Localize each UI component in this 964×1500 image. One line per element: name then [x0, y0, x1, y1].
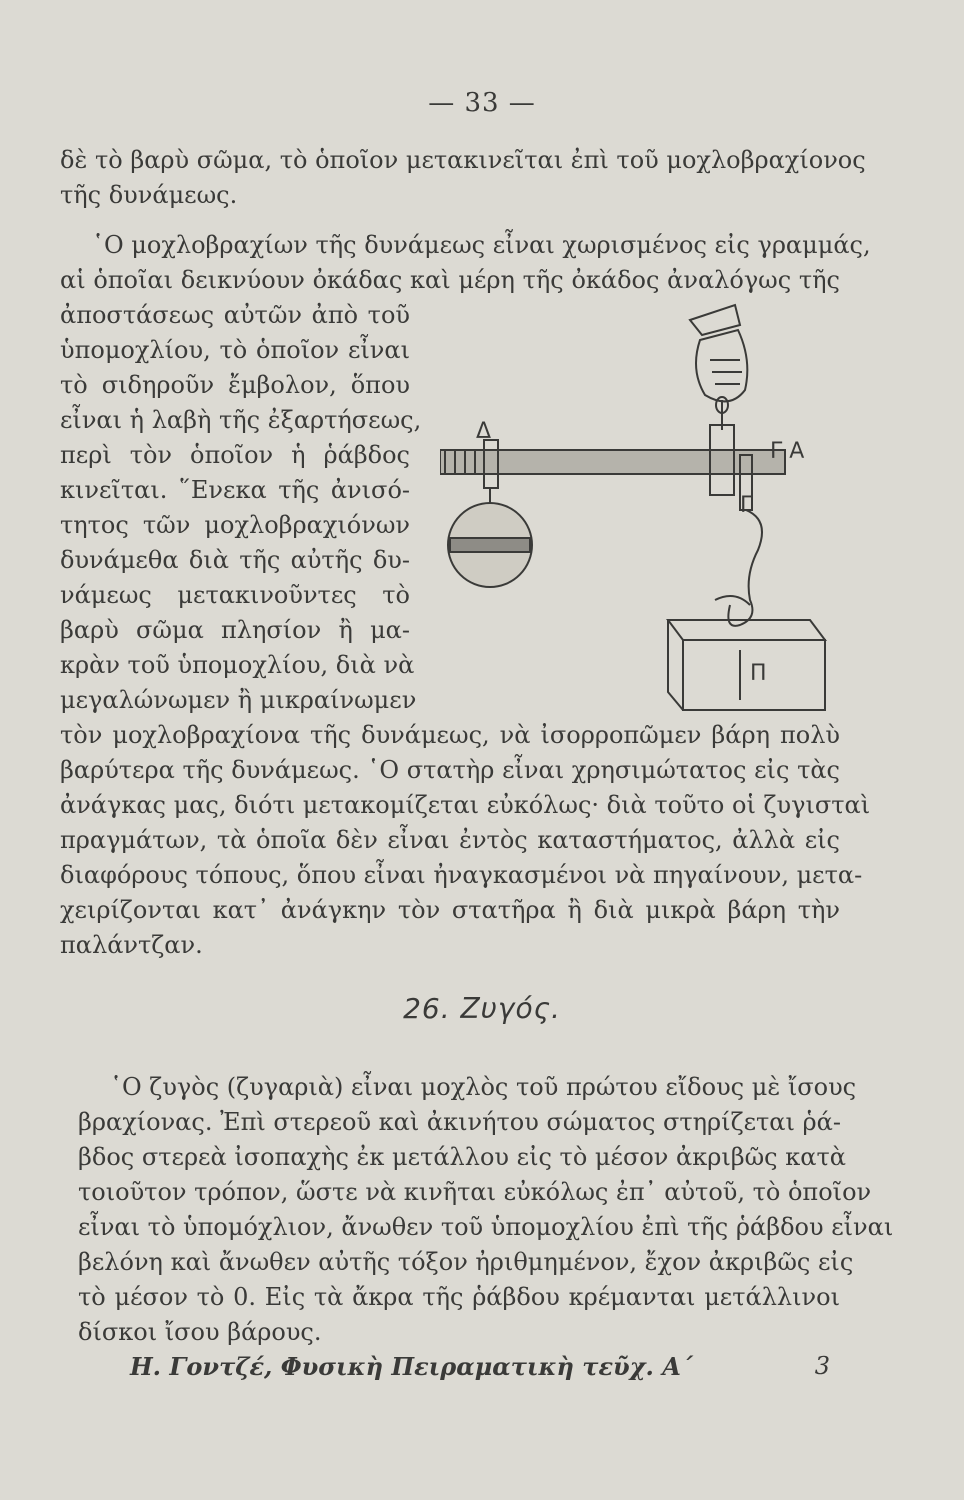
- text-line: ῾Ο μοχλοβραχίων τῆς δυνάμεως εἶναι χωρισμένος εἰς γραμμάς,: [92, 231, 871, 259]
- book-citation: Η. Γοντζέ, Φυσικὴ Πειραματικὴ τεῦχ. Α΄: [130, 1352, 693, 1381]
- page-footer: [130, 1352, 830, 1381]
- label-pi: Π: [750, 661, 767, 686]
- text-line: νάμεως μετακινοῦντες τὸ: [60, 581, 410, 609]
- hand-icon: [696, 330, 747, 401]
- text-line: δυνάμεθα διὰ τῆς αὐτῆς δυ-: [60, 546, 410, 574]
- text-line: βραχίονας. Ἐπὶ στερεοῦ καὶ ἀκινήτου σώματος στηρίζεται ῥά-: [78, 1108, 841, 1136]
- text-line: εἶναι τὸ ὑπομόχλιον, ἄνωθεν τοῦ ὑπομοχλίου ἐπὶ τῆς ῥάβδου εἶναι: [78, 1213, 894, 1241]
- text-line: εἶναι ἡ λαβὴ τῆς ἐξαρτήσεως,: [60, 406, 422, 434]
- text-line: ἀνάγκας μας, διότι μετακομίζεται εὐκόλως· διὰ τοῦτο οἱ ζυγισταὶ: [60, 791, 871, 819]
- text-line: βδος στερεὰ ἰσοπαχὴς ἐκ μετάλλου εἰς τὸ μέσον ἀκριβῶς κατὰ: [78, 1143, 846, 1171]
- steelyard-figure: [440, 300, 850, 720]
- text-line: τοιοῦτον τρόπον, ὥστε νὰ κινῆται εὐκόλως ἐπ᾽ αὐτοῦ, τὸ ὁποῖον: [78, 1178, 872, 1206]
- text-line: τητος τῶν μοχλοβραχιόνων: [60, 511, 410, 539]
- label-delta: Δ: [476, 419, 492, 444]
- section-heading: 26. Ζυγός.: [403, 992, 561, 1025]
- text-line: ῾Ο ζυγὸς (ζυγαριὰ) εἶναι μοχλὸς τοῦ πρώτου εἴδους μὲ ἴσους: [110, 1073, 857, 1101]
- text-line: ὑπομοχλίου, τὸ ὁποῖον εἶναι: [60, 336, 410, 364]
- label-gamma-alpha: Γ Α: [770, 439, 805, 464]
- text-line: βελόνη καὶ ἄνωθεν αὐτῆς τόξον ἠριθμημένον, ἔχον ἀκριβῶς εἰς: [78, 1248, 854, 1276]
- text-line: βαρὺ σῶμα πλησίον ἢ μα-: [60, 616, 410, 644]
- page-number: — 33 —: [428, 88, 536, 118]
- text-line: ἀποστάσεως αὐτῶν ἀπὸ τοῦ: [60, 301, 410, 329]
- box-top: [668, 620, 825, 640]
- signature-mark: 3: [814, 1352, 830, 1380]
- label-gamma: Γ: [740, 493, 753, 518]
- text-line: χειρίζονται κατ᾽ ἀνάγκην τὸν στατῆρα ἢ διὰ μικρὰ βάρη τὴν: [60, 896, 840, 924]
- text-line: βαρύτερα τῆς δυνάμεως. ῾Ο στατὴρ εἶναι χρησιμώτατος εἰς τὰς: [60, 756, 840, 784]
- text-line: διαφόρους τόπους, ὅπου εἶναι ἠναγκασμένοι νὰ πηγαίνουν, μετα-: [60, 861, 863, 889]
- text-line: περὶ τὸν ὁποῖον ἡ ῥάβδος: [60, 441, 410, 469]
- lifting-hook: [728, 510, 762, 626]
- text-line: κινεῖται. ῞Ενεκα τῆς ἀνισό-: [60, 476, 410, 504]
- text-line: τὸ μέσον τὸ 0. Εἰς τὰ ἄκρα τῆς ῥάβδου κρέμανται μετάλλινοι: [78, 1283, 840, 1311]
- text-line: μεγαλώνωμεν ἢ μικραίνωμεν: [60, 686, 417, 714]
- text-line: τὸ σιδηροῦν ἔμβολον, ὅπου: [60, 371, 410, 399]
- text-line: δίσκοι ἴσου βάρους.: [78, 1318, 322, 1346]
- text-line: δὲ τὸ βαρὺ σῶμα, τὸ ὁποῖον μετακινεῖται ἐπὶ τοῦ μοχλοβραχίονος: [60, 146, 866, 174]
- text-line: αἱ ὁποῖαι δεικνύουν ὀκάδας καὶ μέρη τῆς ὀκάδος ἀναλόγως τῆς: [60, 266, 840, 294]
- text-line: παλάντζαν.: [60, 931, 203, 959]
- text-line: κρὰν τοῦ ὑπομοχλίου, διὰ νὰ: [60, 651, 415, 679]
- text-line: τὸν μοχλοβραχίονα τῆς δυνάμεως, νὰ ἰσορροπῶμεν βάρη πολὺ: [60, 721, 840, 749]
- text-line: τῆς δυνάμεως.: [60, 181, 238, 209]
- text-line: πραγμάτων, τὰ ὁποῖα δὲν εἶναι ἐντὸς καταστήματος, ἀλλὰ εἰς: [60, 826, 840, 854]
